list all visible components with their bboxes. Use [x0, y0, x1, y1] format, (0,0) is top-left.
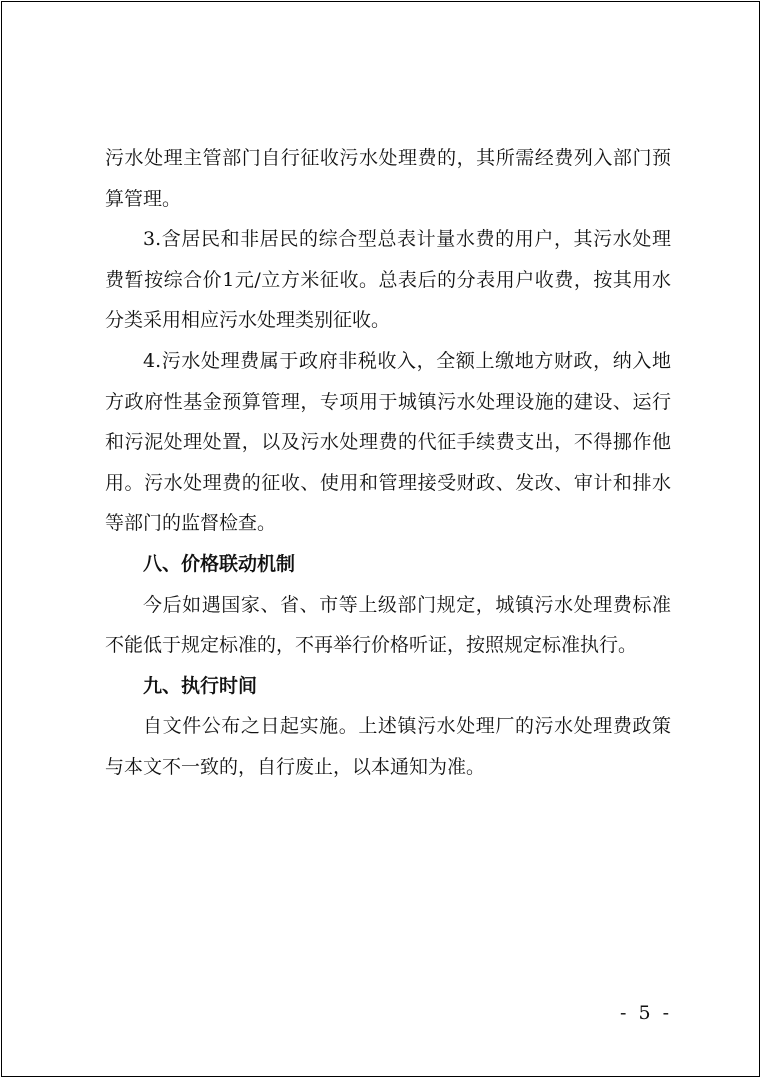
page-number: - 5 -: [620, 1002, 673, 1024]
paragraph-continuation: 污水处理主管部门自行征收污水处理费的，其所需经费列入部门预算管理。: [105, 147, 671, 210]
document-page: [1, 1, 760, 1077]
section-heading-price-linkage: 八、价格联动机制: [143, 552, 296, 575]
paragraph-effective-date: 自文件公布之日起实施。上述镇污水处理厂的污水处理费政策与本文不一致的，自行废止，以本通知为准。: [105, 715, 671, 778]
body-text: [105, 138, 671, 788]
paragraph-item-3: 3.含居民和非居民的综合型总表计量水费的用户，其污水处理费暂按综合价1元/立方米征收。总表后的分表用户收费，按其用水分类采用相应污水处理类别征收。: [105, 228, 671, 332]
section-heading-effective-date: 九、执行时间: [143, 674, 258, 697]
paragraph-item-4: 4.污水处理费属于政府非税收入，全额上缴地方财政，纳入地方政府性基金预算管理，专项用于城镇污水处理设施的建设、运行和污泥处理处置，以及污水处理费的代征手续费支出，不得挪作他用。污水处理费的征收、使用和管理接受财政、发改、审计和排水等部门的监督检查。: [105, 349, 671, 535]
paragraph-price-linkage: 今后如遇国家、省、市等上级部门规定，城镇污水处理费标准不能低于规定标准的，不再举行价格听证，按照规定标准执行。: [105, 593, 671, 657]
